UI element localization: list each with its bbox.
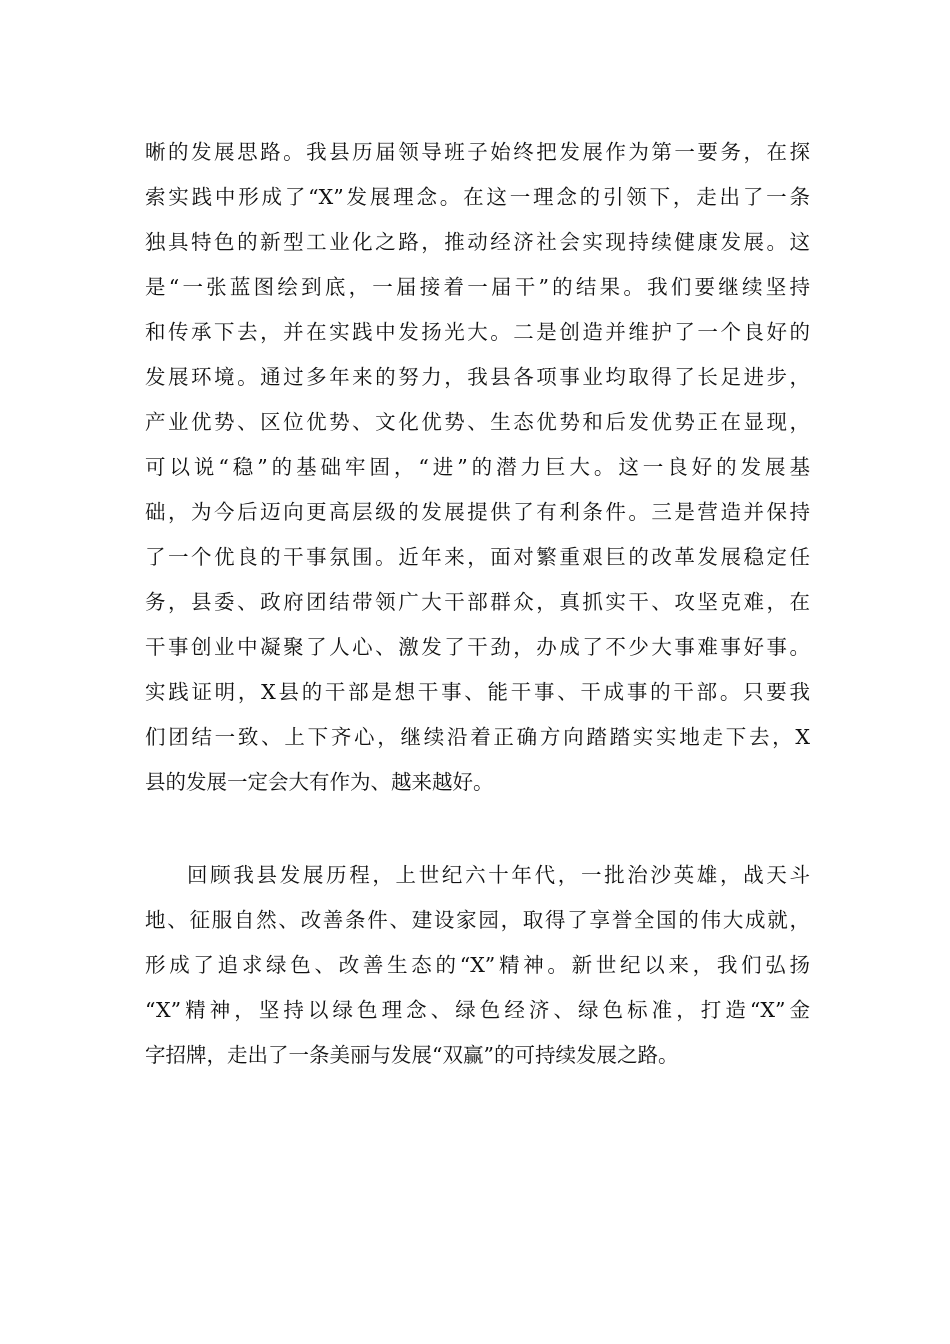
text-line: 发展环境。通过多年来的努力，我县各项事业均取得了长足进步，: [145, 365, 810, 389]
text-line: 地、征服自然、改善条件、建设家园，取得了享誉全国的伟大成就，: [145, 908, 810, 932]
text-line: 础，为今后迈向更高层级的发展提供了有利条件。三是营造并保持: [145, 500, 810, 524]
text-line: 和传承下去，并在实践中发扬光大。二是创造并维护了一个良好的: [145, 320, 810, 344]
text-line: 晰的发展思路。我县历届领导班子始终把发展作为第一要务，在探: [145, 140, 810, 164]
text-line: 形成了追求绿色、改善生态的“X”精神。新世纪以来，我们弘扬: [145, 953, 810, 977]
text-line: 务，县委、政府团结带领广大干部群众，真抓实干、攻坚克难，在: [145, 590, 810, 614]
text-line: 回顾我县发展历程，上世纪六十年代，一批治沙英雄，战天斗: [187, 863, 810, 887]
text-line: 索实践中形成了“X”发展理念。在这一理念的引领下，走出了一条: [145, 185, 810, 209]
text-line: 是“一张蓝图绘到底，一届接着一届干”的结果。我们要继续坚持: [145, 275, 810, 299]
text-line: 字招牌，走出了一条美丽与发展“双赢”的可持续发展之路。: [145, 1043, 679, 1067]
text-line: 可以说“稳”的基础牢固，“进”的潜力巨大。这一良好的发展基: [145, 455, 810, 479]
text-line: 干事创业中凝聚了人心、激发了干劲，办成了不少大事难事好事。: [145, 635, 810, 659]
text-line: 实践证明，X县的干部是想干事、能干事、干成事的干部。只要我: [145, 680, 810, 704]
text-line: “X”精神，坚持以绿色理念、绿色经济、绿色标准，打造“X”金: [145, 998, 810, 1022]
text-line: 县的发展一定会大有作为、越来越好。: [145, 770, 494, 794]
text-line: 了一个优良的干事氛围。近年来，面对繁重艰巨的改革发展稳定任: [145, 545, 810, 569]
text-line: 们团结一致、上下齐心，继续沿着正确方向踏踏实实地走下去，X: [145, 725, 810, 749]
text-line: 独具特色的新型工业化之路，推动经济社会实现持续健康发展。这: [145, 230, 810, 254]
text-line: 产业优势、区位优势、文化优势、生态优势和后发优势正在显现，: [145, 410, 810, 434]
